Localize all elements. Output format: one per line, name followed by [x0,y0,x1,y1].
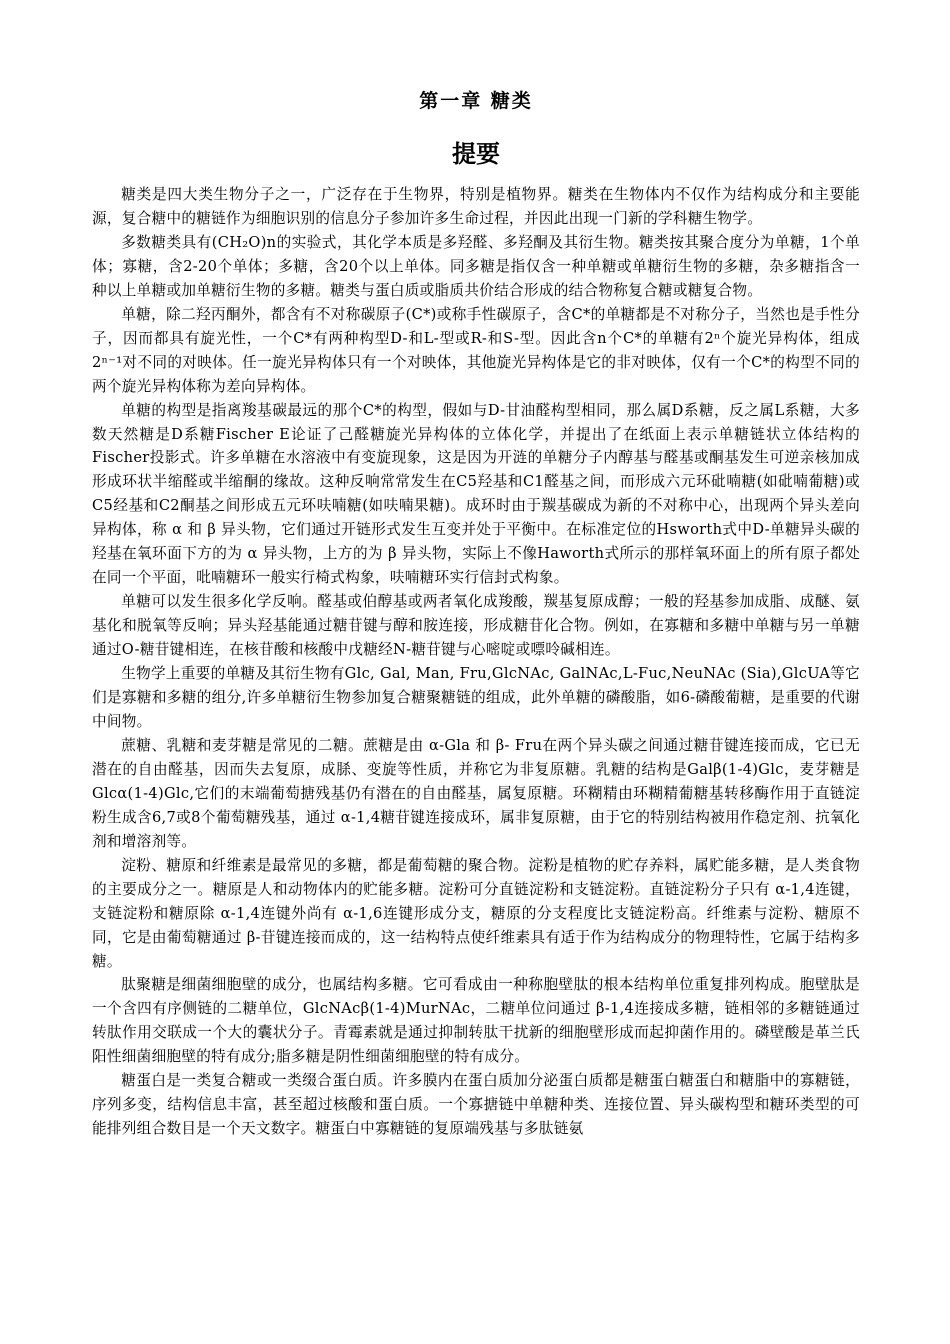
chapter-title: 第一章 糖类 [419,90,533,112]
paragraph: 淀粉、糖原和纤维素是最常见的多糖，都是葡萄糖的聚合物。淀粉是植物的贮存养料，属贮能多糖，是人类食物的主要成分之一。糖原是人和动物体内的贮能多糖。淀粉可分直链淀粉和支链淀粉。直链淀粉分子只有 α-1,4连键，支链淀粉和糖原除 α-1,4连键外尚有 α-1,6连键形成分支，糖原的分支程度比支链淀粉高。纤维素与淀粉、糖原不同，它是由葡萄糖通过 β-苷键连接而成的，这一结构特点使纤维素具有适于作为结构成分的物理特性，它属于结构多糖。 [92,856,860,970]
paragraph: 糖类是四大类生物分子之一，广泛存在于生物界，特别是植物界。糖类在生物体内不仅作为结构成分和主要能源，复合糖中的糖链作为细胞识别的信息分子参加许多生命过程，并因此出现一门新的学科糖生物学。 [92,186,860,227]
summary-title: 提要 [452,140,500,168]
paragraph: 单糖，除二羟丙酮外，都含有不对称碳原子(C*)或称手性碳原子，含C*的单糖都是不对称分子，当然也是手性分子，因而都具有旋光性，一个C*有两种构型D-和L-型或R-和S-型。因此含n个C*的单糖有2ⁿ个旋光异构体，组成2ⁿ⁻¹对不同的对映体。任一旋光异构体只有一个对映体，其他旋光异构体是它的非对映体，仅有一个C*的构型不同的两个旋光异构体称为差向异构体。 [92,305,860,395]
paragraph: 单糖可以发生很多化学反响。醛基或伯醇基或两者氧化成羧酸，羰基复原成醇；一般的羟基参加成脂、成醚、氨基化和脱氧等反响；异头羟基能通过糖苷键与醇和胺连接，形成糖苷化合物。例如，在寡糖和多糖中单糖与另一单糖通过O-糖苷键相连，在核苷酸和核酸中戊糖经N-糖苷键与心嘧啶或嘌呤碱相连。 [92,593,860,659]
body-text [92,183,860,1141]
paragraph: 糖蛋白是一类复合糖或一类缀合蛋白质。许多膜内在蛋白质加分泌蛋白质都是糖蛋白糖蛋白和糖脂中的寡糖链，序列多变，结构信息丰富，甚至超过核酸和蛋白质。一个寡搪链中单糖种类、连接位置、异头碳构型和糖环类型的可能排列组合数目是一个天文数字。糖蛋白中寡糖链的复原端残基与多肽链氨 [92,1072,860,1138]
paragraph: 肽聚糖是细菌细胞壁的成分，也属结构多糖。它可看成由一种称胞壁肽的根本结构单位重复排列构成。胞壁肽是一个含四有序侧链的二糖单位，GlcNAcβ(1-4)MurNAc，二糖单位问通过 β-1,4连接成多糖，链相邻的多糖链通过转肽作用交联成一个大的囊状分子。青霉素就是通过抑制转肽干扰新的细胞壁形成而起抑菌作用的。磷壁酸是革兰氏阳性细菌细胞壁的特有成分;脂多糖是阴性细菌细胞壁的特有成分。 [92,976,860,1066]
paragraph: 单糖的构型是指离羧基碳最远的那个C*的构型，假如与D-甘油醛构型相同，那么属D系糖，反之属L系糖，大多数天然糖是D系糖Fischer E论证了己醛糖旋光异构体的立体化学，并提出了在纸面上表示单糖链状立体结构的Fischer投影式。许多单糖在水溶液中有变旋现象，这是因为开涟的单糖分子内醇基与醛基或酮基发生可逆亲核加成形成环状半缩醛或半缩酮的缘故。这种反响常常发生在C5羟基和C1醛基之间，而形成六元环砒喃糖(如砒喃葡糖)或C5经基和C2酮基之间形成五元环呋喃糖(如呋喃果糖)。成环时由于羰基碳成为新的不对称中心，出现两个异头差向异构体，称 α 和 β 异头物，它们通过开链形式发生互变并处于平衡中。在标准定位的Hsworth式中D-单糖异头碳的羟基在氧环面下方的为 α 异头物，上方的为 β 异头物，实际上不像Haworth式所示的那样氧环面上的所有原子都处在同一个平面，吡喃糖环一般实行椅式构象，呋喃糖环实行信封式构象。 [92,401,860,587]
paragraph: 生物学上重要的单糖及其衍生物有Glc, Gal, Man, Fru,GlcNAc, GalNAc,L-Fuc,NeuNAc (Sia),GlcUA等它们是寡糖和多糖的组分,许多单糖衍生物参加复合糖聚糖链的组成，此外单糖的磷酸脂，如6-磷酸葡糖，是重要的代谢中间物。 [92,665,860,730]
document-page [92,86,860,1141]
paragraph: 蔗糖、乳糖和麦芽糖是常见的二糖。蔗糖是由 α-Gla 和 β- Fru在两个异头碳之间通过糖苷键连接而成，它已无潜在的自由醛基，因而失去复原，成脎、变旋等性质，并称它为非复原糖。乳糖的结构是Galβ(1-4)Glc，麦芽糖是Glcα(1-4)Glc,它们的末端葡萄搪残基仍有潜在的自由醛基，属复原糖。环糊精由环糊精葡糖基转移酶作用于直链淀粉生成含6,7或8个葡萄糖残基，通过 α-1,4糖苷键连接成环，属非复原糖，由于它的特别结构被用作稳定剂、抗氧化剂和增溶剂等。 [92,736,860,850]
paragraph: 多数糖类具有(CH₂O)n的实验式，其化学本质是多羟醛、多羟酮及其衍生物。糖类按其聚合度分为单糖，1个单体；寡糖，含2-20个单体；多糖，含20个以上单体。同多糖是指仅含一种单糖或单糖衍生物的多糖，杂多糖指含一种以上单糖或加单糖衍生物的多糖。糖类与蛋白质或脂质共价结合形成的结合物称复合糖或糖复合物。 [92,233,860,299]
